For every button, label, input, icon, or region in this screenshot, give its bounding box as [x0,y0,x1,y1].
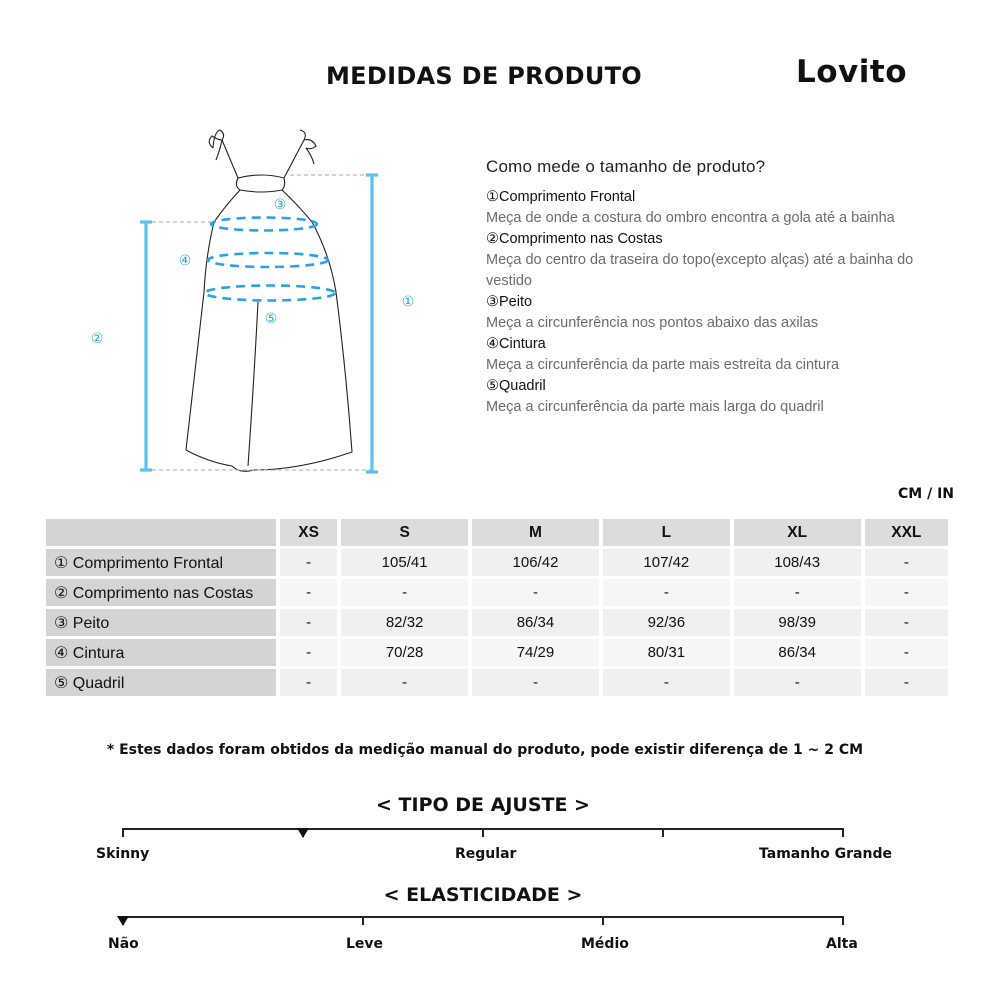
fit-label-skinny: Skinny [96,846,150,862]
fit-scale-tick [662,828,664,837]
column-header: S [341,519,468,546]
table-cell: - [280,609,337,636]
marker-3: ③ [273,197,287,213]
table-row [46,549,948,576]
row-label: ③ Peito [46,609,276,636]
brand-logo: Lovito [796,54,908,90]
elasticity-label-alta: Alta [826,936,858,952]
table-cell: - [865,579,948,606]
size-table [46,516,952,699]
fit-scale-title: < TIPO DE AJUSTE > [376,794,590,816]
table-cell: 86/34 [734,639,861,666]
table-cell: - [865,639,948,666]
guide-item-title: ③Peito [486,294,533,310]
table-cell: - [341,579,468,606]
fit-scale-tick [842,828,844,837]
table-cell: 92/36 [603,609,730,636]
row-label: ⑤ Quadril [46,669,276,696]
elasticity-scale-tick [842,916,844,925]
table-cell: - [865,609,948,636]
table-cell: 86/34 [472,609,599,636]
table-cell: - [865,669,948,696]
measurement-guide [486,157,926,418]
elasticity-label-leve: Leve [346,936,384,952]
guide-item [486,334,926,376]
table-corner-cell [46,519,276,546]
elasticity-scale-tick [362,916,364,925]
guide-lines [145,175,372,470]
length-lines [140,175,378,472]
table-cell: - [280,669,337,696]
column-header: XS [280,519,337,546]
table-cell: - [603,669,730,696]
marker-5: ⑤ [264,311,278,327]
elasticity-scale-title: < ELASTICIDADE > [383,884,583,906]
disclaimer-note: * Estes dados foram obtidos da medição manual do produto, pode existir diferença de 1 ~ 2 CM [106,742,864,758]
table-row [46,669,948,696]
table-cell: - [280,639,337,666]
guide-item-title: ④Cintura [486,336,546,352]
guide-item [486,292,926,334]
guide-item-title: ⑤Quadril [486,378,546,394]
column-header: XXL [865,519,948,546]
table-cell: 74/29 [472,639,599,666]
column-header: XL [734,519,861,546]
table-cell: - [472,579,599,606]
table-cell: 105/41 [341,549,468,576]
guide-item-desc: Meça a circunferência da parte mais estreita da cintura [486,357,840,373]
column-header: M [472,519,599,546]
table-cell: - [603,579,730,606]
unit-label: CM / IN [898,486,954,502]
fit-label-large: Tamanho Grande [759,846,892,862]
table-cell: 70/28 [341,639,468,666]
fit-scale-tick [122,828,124,837]
guide-item [486,376,926,418]
marker-1: ① [401,294,415,310]
fit-scale-tick [482,828,484,837]
row-label: ① Comprimento Frontal [46,549,276,576]
marker-4: ④ [178,253,192,269]
table-cell: 107/42 [603,549,730,576]
table-cell: - [865,549,948,576]
measurement-ellipses [205,218,335,301]
elasticity-label-medio: Médio [581,936,629,952]
guide-item-desc: Meça a circunferência nos pontos abaixo das axilas [486,315,819,331]
guide-item [486,229,926,292]
table-cell: - [280,549,337,576]
table-cell: - [734,579,861,606]
row-label: ④ Cintura [46,639,276,666]
fit-level-marker [297,828,309,838]
guide-item-desc: Meça do centro da traseira do topo(excepto alças) até a bainha do vestido [486,252,914,289]
page-title: MEDIDAS DE PRODUTO [326,62,642,90]
elasticity-label-nao: Não [108,936,139,952]
table-row [46,639,948,666]
table-cell: - [472,669,599,696]
guide-heading: Como mede o tamanho de produto? [486,157,766,176]
elasticity-scale-tick [602,916,604,925]
table-cell: 98/39 [734,609,861,636]
marker-2: ② [90,331,104,347]
row-label: ② Comprimento nas Costas [46,579,276,606]
elasticity-scale-line [122,916,844,918]
fit-label-regular: Regular [455,846,517,862]
table-cell: 82/32 [341,609,468,636]
table-row [46,579,948,606]
table-cell: 108/43 [734,549,861,576]
table-header-row [46,519,948,546]
table-cell: 80/31 [603,639,730,666]
guide-item-desc: Meça a circunferência da parte mais larga do quadril [486,399,824,415]
guide-item-title: ②Comprimento nas Costas [486,231,663,247]
column-header: L [603,519,730,546]
guide-item-title: ①Comprimento Frontal [486,189,636,205]
table-cell: 106/42 [472,549,599,576]
guide-item-desc: Meça de onde a costura do ombro encontra a gola até a bainha [486,210,895,226]
table-row [46,609,948,636]
elasticity-level-marker [117,916,129,926]
table-cell: - [280,579,337,606]
table-cell: - [341,669,468,696]
dress-measurement-diagram [80,125,440,485]
table-cell: - [734,669,861,696]
guide-item [486,187,926,229]
